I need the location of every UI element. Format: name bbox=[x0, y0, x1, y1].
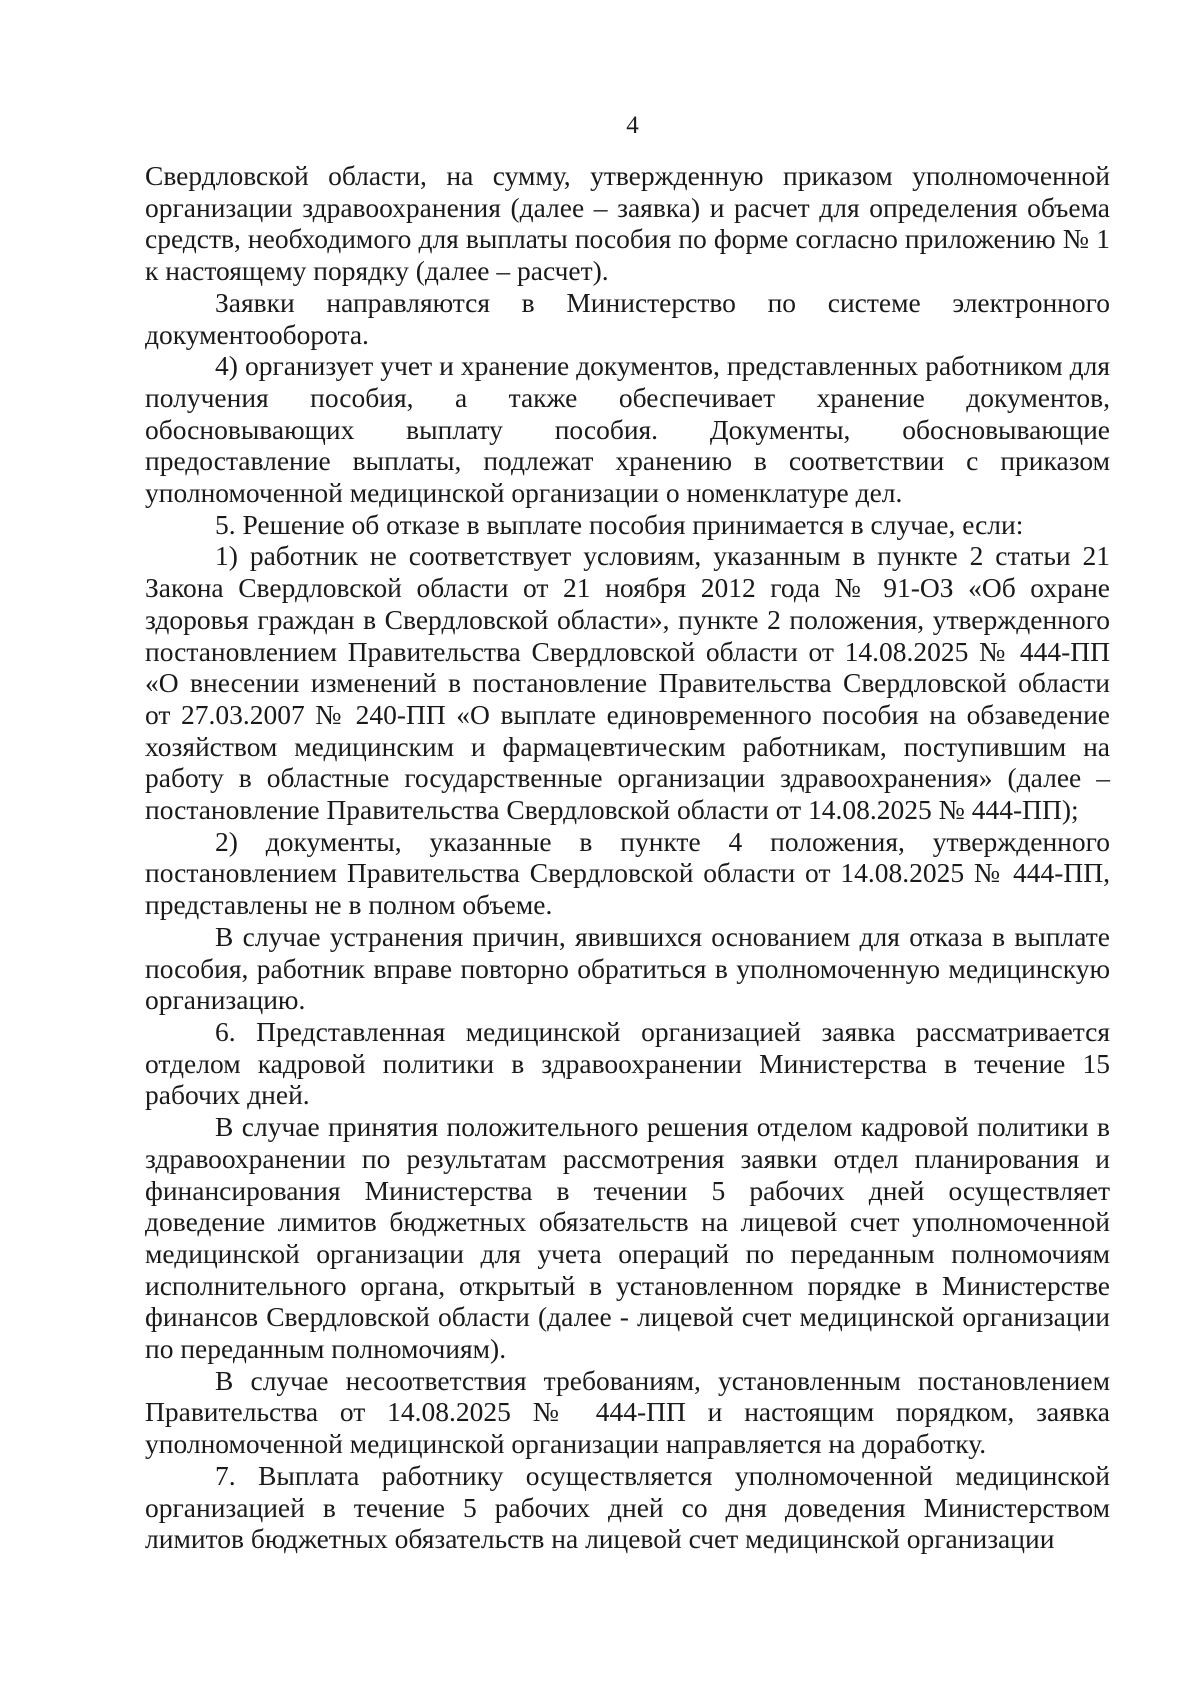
paragraph-revision: В случае несоответствия требованиям, установленным постановлением Правительства от 14.08.2025 № 444-ПП и настоящим порядком, заявка уполномоченной медицинской организации направляется на доработку. bbox=[145, 1364, 1110, 1460]
paragraph-section-5: 5. Решение об отказе в выплате пособия принимается в случае, если: bbox=[215, 508, 1024, 540]
document-body bbox=[145, 160, 1110, 1555]
paragraph-section-7: 7. Выплата работнику осуществляется уполномоченной медицинской организацией в течение 5 рабочих дней со дня доведения Министерством лимитов бюджетных обязательств на лицевой счет медицинской организации bbox=[145, 1459, 1110, 1555]
paragraph-refusal-reason-1: 1) работник не соответствует условиям, указанным в пункте 2 статьи 21 Закона Свердловской области от 21 ноября 2012 года № 91-ОЗ «Об охране здоровья граждан в Свердловской области», пункте 2 положения, утвержденного постановлением Правительства Свердловской области от 14.08.2025 № 444-ПП «О внесении изменений в постановление Правительства Свердловской области от 27.03.2007 № 240-ПП «О выплате единовременного пособия на обзаведение хозяйством медицинским и фармацевтическим работникам, поступившим на работу в областные государственные организации здравоохранения» (далее – постановление Правительства Свердловской области от 14.08.2025 № 444-ПП); bbox=[145, 540, 1110, 826]
paragraph-applications-sent: Заявки направляются в Министерство по системе электронного документооборота. bbox=[145, 286, 1110, 350]
page-number: 4 bbox=[626, 112, 639, 139]
paragraph-continuation: Свердловской области, на сумму, утвержденную приказом уполномоченной организации здравоохранения (далее – заявка) и расчет для определения объема средств, необходимого для выплаты пособия по форме согласно приложению № 1 к настоящему порядку (далее – расчет). bbox=[145, 160, 1110, 287]
paragraph-refusal-reason-2: 2) документы, указанные в пункте 4 положения, утвержденного постановлением Правительства Свердловской области от 14.08.2025 № 444-ПП, представлены не в полном объеме. bbox=[145, 825, 1110, 921]
paragraph-reapply: В случае устранения причин, явившихся основанием для отказа в выплате пособия, работник вправе повторно обратиться в уполномоченную медицинскую организацию. bbox=[145, 920, 1110, 1016]
paragraph-item-4-storage: 4) организует учет и хранение документов, представленных работником для получения пособия, а также обеспечивает хранение документов, обосновывающих выплату пособия. Документы, обосновывающие предоставление выплаты, подлежат хранению в соответствии с приказом уполномоченной медицинской организации о номенклатуре дел. bbox=[145, 350, 1110, 509]
paragraph-section-6: 6. Представленная медицинской организацией заявка рассматривается отделом кадровой политики в здравоохранении Министерства в течение 15 рабочих дней. bbox=[145, 1015, 1110, 1111]
paragraph-positive-decision: В случае принятия положительного решения отделом кадровой политики в здравоохранении по результатам рассмотрения заявки отдел планирования и финансирования Министерства в течении 5 рабочих дней осуществляет доведение лимитов бюджетных обязательств на лицевой счет уполномоченной медицинской организации для учета операций по переданным полномочиям исполнительного органа, открытый в установленном порядке в Министерстве финансов Свердловской области (далее - лицевой счет медицинской организации по переданным полномочиям). bbox=[145, 1111, 1110, 1365]
